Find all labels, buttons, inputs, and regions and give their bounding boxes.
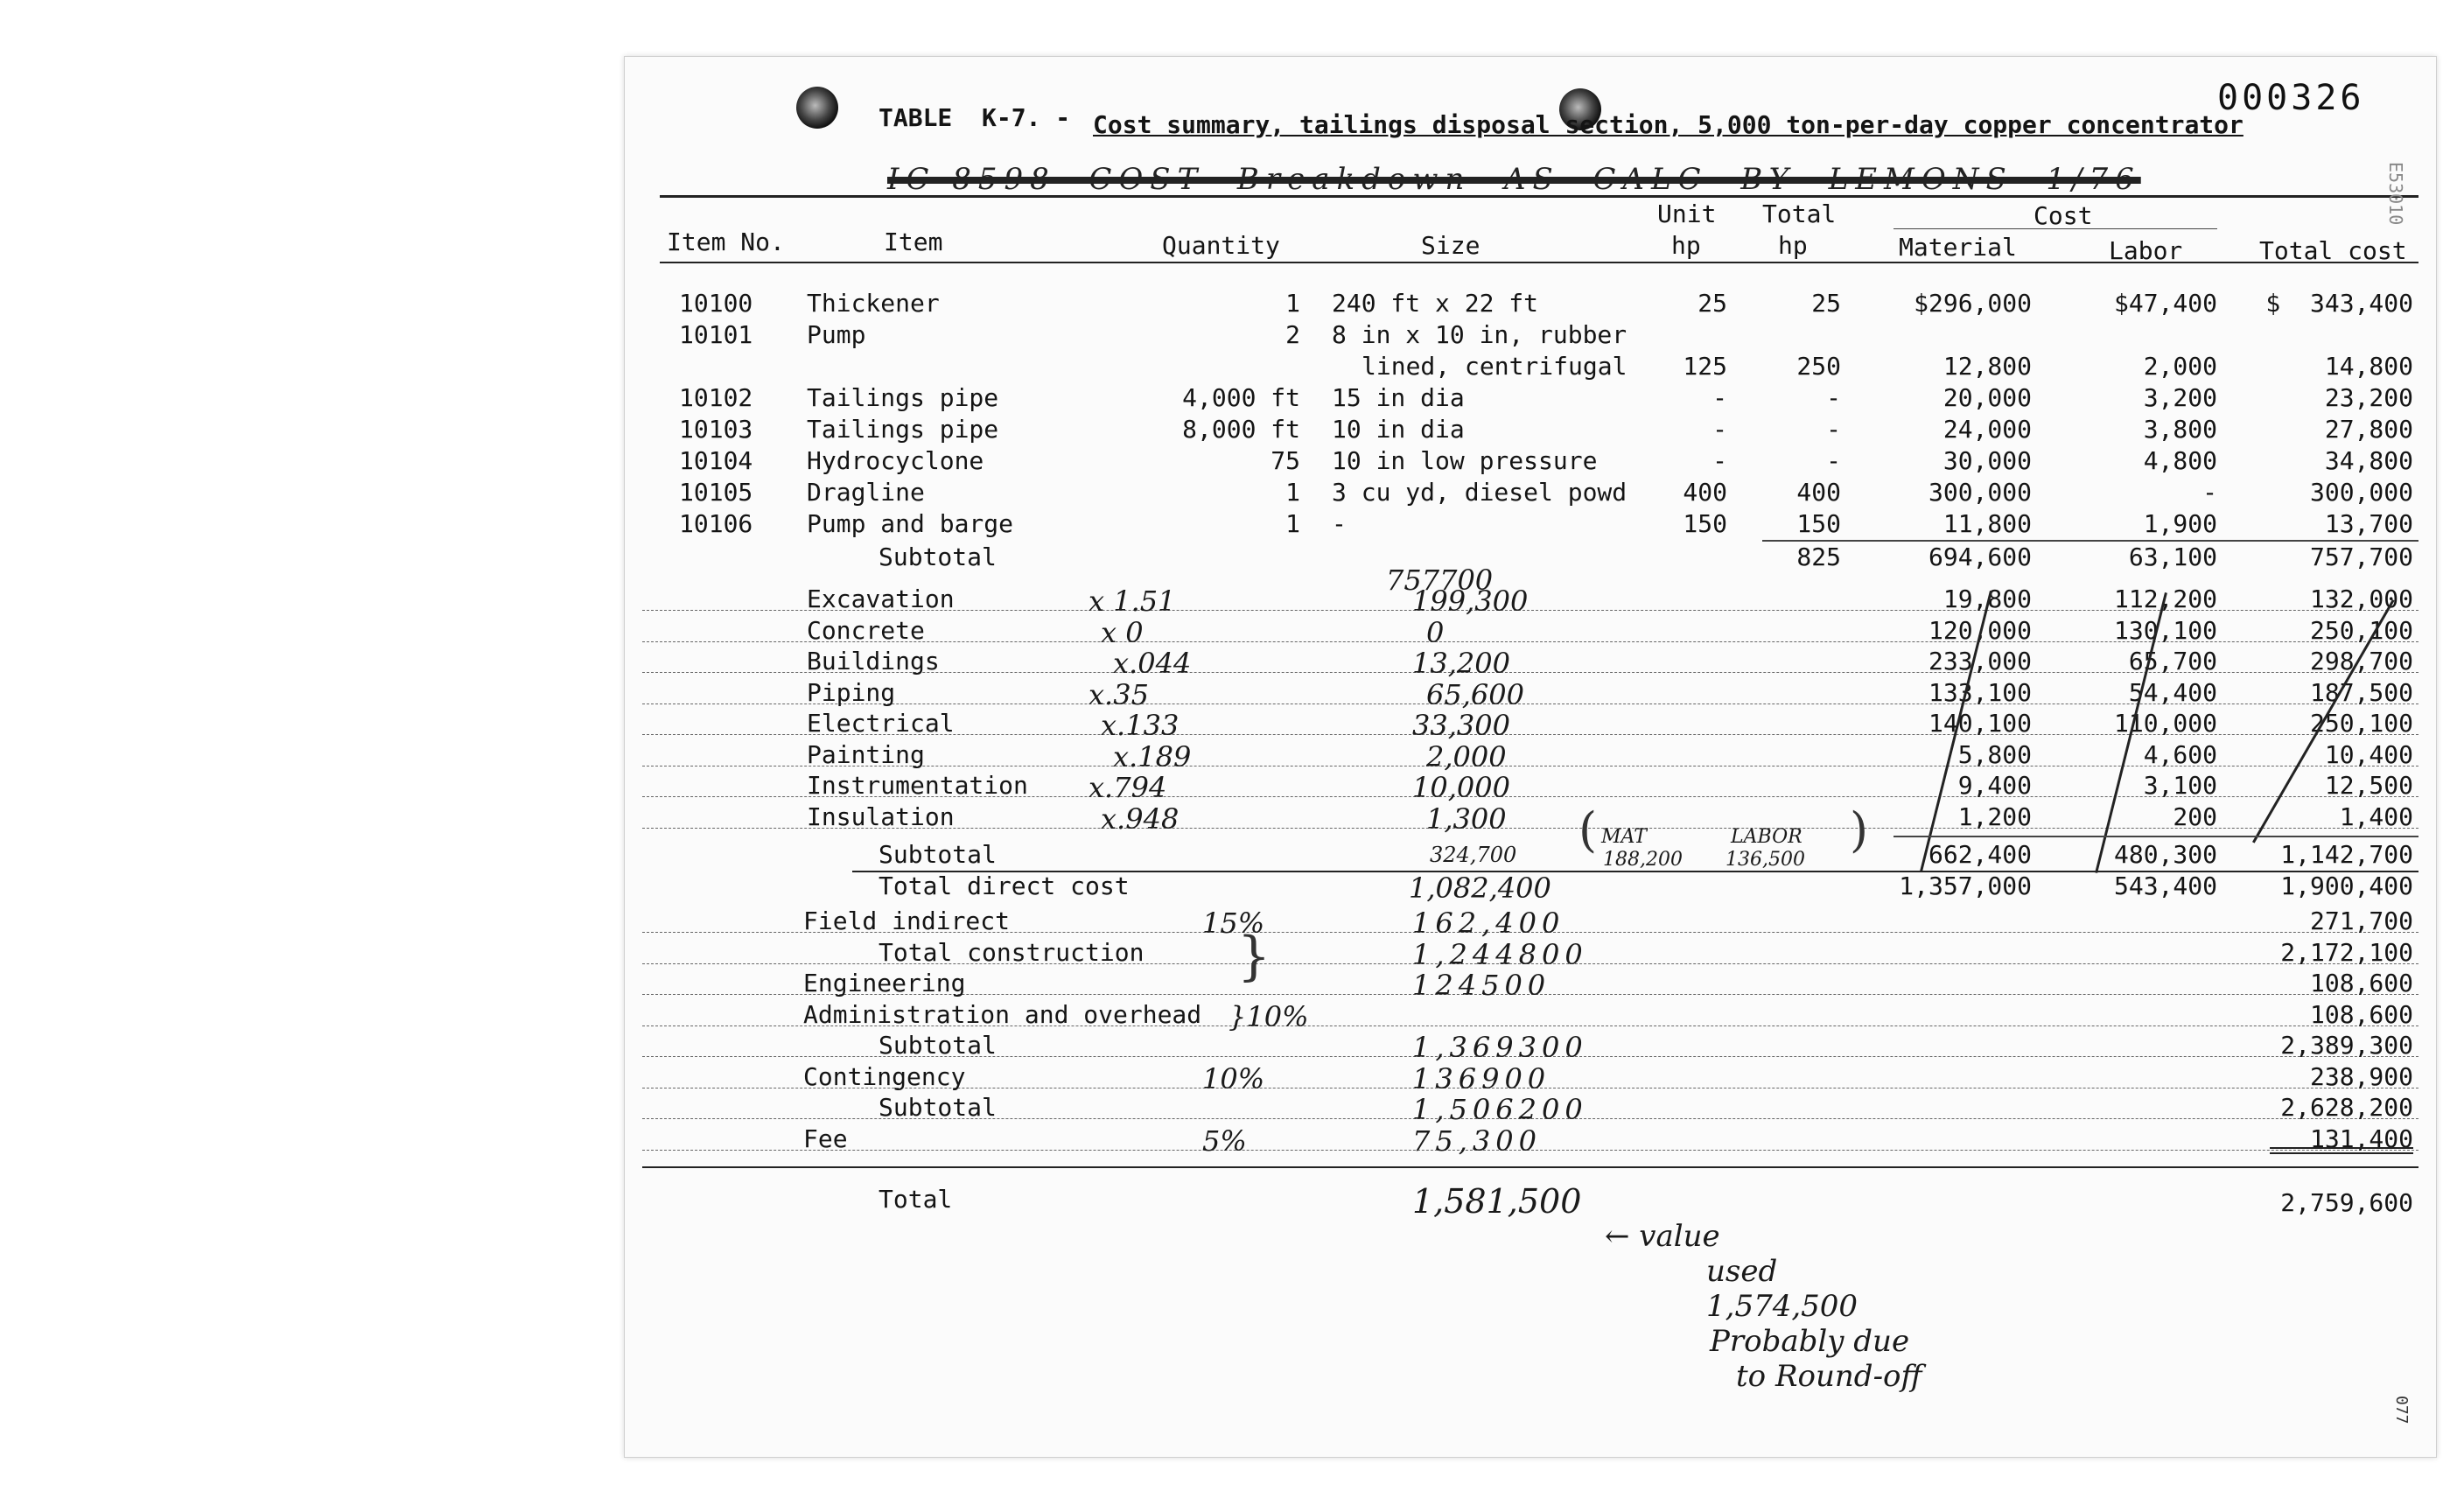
lower-row-label: Administration and overhead [803,999,1202,1029]
equipment-material-cost: 30,000 [1942,446,2032,475]
direct-row-factor: x.189 [1113,739,1192,774]
equipment-labor-cost: 2,000 [2143,352,2217,381]
direct-row-labor: 3,100 [2143,771,2217,800]
side-mark-bottom: 077 [2392,1396,2411,1424]
lower-row-percent: 5% [1202,1124,1247,1158]
equipment-unit-hp: 125 [1683,352,1727,381]
equipment-size-line2: lined, centrifugal [1362,352,1628,381]
direct-row-material: 1,200 [1957,802,2032,831]
lower-row-label: Contingency [803,1061,966,1091]
direct-row-total: 250,100 [2309,615,2413,645]
equip-subtotal-labor: 63,100 [2128,542,2217,571]
equipment-unit-hp: 25 [1698,289,1727,318]
direct-row-material: 233,000 [1928,647,2032,676]
lower-row-total: 131,400 [2309,1124,2413,1153]
direct-row-material: 19,800 [1942,584,2032,613]
hw-labor-value: 136,500 [1726,849,1805,871]
total-direct-labor: 543,400 [2113,872,2217,900]
equipment-size: - [1332,509,1347,538]
lower-row-label: Subtotal [878,1093,997,1122]
grand-total-value: 2,759,600 [2280,1188,2413,1217]
equip-subtotal-total: 757,700 [2309,542,2413,571]
lower-row-handwritten: 136900 [1412,1061,1551,1096]
side-mark-top: E53010 [2385,162,2406,226]
equipment-item-no: 10104 [679,446,753,475]
equipment-item-no: 10106 [679,509,753,538]
equipment-quantity: 1 [1285,478,1300,507]
lower-row-label: Engineering [803,969,966,998]
equipment-item-name: Hydrocyclone [807,446,984,475]
margin-note-line: to Round-off [1736,1359,1922,1394]
direct-row-handwritten: 10,000 [1412,771,1510,804]
direct-row-item: Insulation [807,802,955,831]
equipment-unit-hp: - [1712,383,1727,412]
direct-row-item: Instrumentation [807,771,1028,800]
margin-note-line: ← value [1605,1219,1720,1254]
equipment-size: 15 in dia [1332,383,1465,412]
equipment-total-cost: 34,800 [2324,446,2413,475]
header-total-hp-2: hp [1778,231,1808,260]
direct-row-labor: 65,700 [2128,647,2217,676]
punch-hole-left [796,87,838,129]
direct-row-handwritten: 2,000 [1426,739,1507,774]
equipment-item-no: 10105 [679,478,753,507]
equipment-unit-hp: 400 [1683,478,1727,507]
hw-bracket-close: ) [1850,802,1869,858]
equipment-item-name: Pump and barge [807,509,1014,538]
direct-row-handwritten: 65,600 [1426,677,1524,711]
header-material: Material [1899,233,2017,262]
margin-note-line: 1,574,500 [1706,1289,1858,1324]
equipment-total-cost: 23,200 [2324,383,2413,412]
equipment-material-cost: 20,000 [1942,383,2032,412]
equipment-item-name: Tailings pipe [807,383,999,412]
total-direct-material: 1,357,000 [1899,872,2032,900]
equipment-quantity: 8,000 ft [1182,415,1300,444]
direct-row-factor: x.948 [1101,802,1180,836]
direct-row-handwritten: 199,300 [1412,584,1529,618]
equipment-total-hp: 400 [1796,478,1841,507]
lower-row-handwritten: 1,506200 [1412,1093,1588,1126]
lower-row-label: Subtotal [878,1031,997,1060]
equipment-quantity: 4,000 ft [1182,383,1300,412]
equipment-total-cost: 13,700 [2324,509,2413,538]
equipment-size: 10 in dia [1332,415,1465,444]
equipment-item-name: Dragline [807,478,925,507]
equipment-quantity: 2 [1285,320,1300,349]
equipment-quantity: 75 [1270,446,1300,475]
equipment-material-cost: $296,000 [1914,289,2032,318]
equipment-item-no: 10101 [679,320,753,349]
header-unit-hp-2: hp [1671,231,1701,260]
equipment-total-hp: - [1826,446,1841,475]
lower-row-total: 108,600 [2309,969,2413,998]
header-unit-hp-1: Unit [1657,200,1717,228]
equipment-total-hp: 25 [1811,289,1841,318]
hw-direct-subtotal: 324,700 [1430,843,1517,867]
header-top-rule [660,195,2418,198]
equipment-item-no: 10102 [679,383,753,412]
direct-row-total: 250,100 [2309,709,2413,738]
direct-subtotal-total: 1,142,700 [2280,840,2413,869]
lower-row-handwritten: 1,369300 [1412,1031,1588,1064]
direct-row-material: 133,100 [1928,677,2032,707]
direct-row-material: 5,800 [1957,739,2032,769]
lower-row-label: Field indirect [803,906,1011,935]
hw-grand-total: 1,581,500 [1412,1182,1582,1221]
scanned-document-page [624,56,2437,1458]
equipment-size: 8 in x 10 in, rubber [1332,320,1628,349]
equipment-material-cost: 300,000 [1928,478,2032,507]
equipment-item-name: Thickener [807,289,940,318]
direct-row-labor: 54,400 [2128,677,2217,707]
equipment-material-cost: 11,800 [1942,509,2032,538]
equipment-item-name: Pump [807,320,866,349]
hw-labor-note: LABOR [1731,826,1802,848]
lower-row-total: 2,628,200 [2280,1093,2413,1122]
direct-row-factor: x.35 [1088,677,1149,711]
direct-subtotal-label: Subtotal [878,840,997,869]
equipment-quantity: 1 [1285,289,1300,318]
equipment-total-hp: 150 [1796,509,1841,538]
equipment-unit-hp: - [1712,415,1727,444]
direct-row-factor: x.044 [1113,647,1192,680]
equipment-item-no: 10103 [679,415,753,444]
hw-brace: } [1237,926,1271,987]
handwritten-source-note: IC 8598 COST Breakdown AS CALC BY LEMONS 1/76 [887,162,2141,197]
hw-757700: 757700 [1386,564,1494,597]
equipment-size: 240 ft x 22 ft [1332,289,1539,318]
direct-subtotal-material: 662,400 [1928,840,2032,869]
direct-row-item: Buildings [807,647,940,676]
lower-row-handwritten: 124500 [1412,969,1551,1002]
lower-row-percent: 15% [1202,906,1265,940]
header-bottom-rule [660,262,2418,263]
lower-row-handwritten: 75,300 [1412,1124,1542,1158]
document-id: 000326 [2217,78,2365,118]
lower-row-total: 2,389,300 [2280,1031,2413,1060]
direct-row-handwritten: 1,300 [1426,802,1507,836]
margin-note-line: used [1706,1254,1778,1289]
equipment-total-hp: 250 [1796,352,1841,381]
direct-row-factor: x.133 [1101,709,1180,742]
lower-row-percent: 10% [1202,1061,1265,1096]
direct-row-item: Piping [807,677,896,707]
direct-row-total: 10,400 [2324,739,2413,769]
hw-mat-note: MAT [1601,826,1647,848]
lower-row-total: 2,172,100 [2280,937,2413,967]
header-cost: Cost [2034,201,2093,230]
equipment-material-cost: 12,800 [1942,352,2032,381]
hw-mat-value: 188,200 [1603,849,1683,871]
equip-subtotal-rule [1762,540,2418,542]
lower-row-handwritten: 1,244800 [1412,937,1588,971]
equipment-item-name: Tailings pipe [807,415,999,444]
direct-subtotal-labor: 480,300 [2113,840,2217,869]
equip-subtotal-material: 694,600 [1928,542,2032,571]
direct-row-handwritten: 0 [1426,615,1445,649]
equipment-labor-cost: $47,400 [2113,289,2217,318]
header-item: Item [884,228,943,256]
direct-row-labor: 200 [2173,802,2217,831]
direct-row-item: Painting [807,739,925,769]
lower-row-total: 271,700 [2309,906,2413,935]
equipment-size: 3 cu yd, diesel powd [1332,478,1628,507]
equipment-size: 10 in low pressure [1332,446,1598,475]
equipment-unit-hp: - [1712,446,1727,475]
total-direct-total: 1,900,400 [2280,872,2413,900]
equip-subtotal-hp: 825 [1796,542,1841,571]
table-label: TABLE K-7. - [878,103,1071,132]
direct-row-labor: 110,000 [2113,709,2217,738]
direct-row-total: 132,000 [2309,584,2413,613]
header-item-no: Item No. [667,228,785,256]
hw-bracket-open: ( [1578,802,1598,858]
table-title: Cost summary, tailings disposal section, 5,000 ton-per-day copper concentrator [1093,110,2244,139]
direct-row-total: 187,500 [2309,677,2413,707]
direct-subtotal-rule [1894,836,2418,837]
header-total-cost: Total cost [2259,236,2407,265]
header-labor: Labor [2109,236,2183,265]
hw-total-direct: 1,082,400 [1409,872,1551,905]
direct-row-factor: x.794 [1088,771,1167,804]
lower-row-handwritten: 162,400 [1412,906,1565,940]
direct-row-labor: 130,100 [2113,615,2217,645]
fee-double-rule-2 [2270,1152,2413,1154]
direct-row-handwritten: 13,200 [1412,647,1510,680]
equipment-labor-cost: 3,200 [2143,383,2217,412]
header-size: Size [1421,231,1480,260]
equipment-total-cost: 300,000 [2309,478,2413,507]
equipment-total-cost: $ 343,400 [2265,289,2413,318]
direct-row-total: 1,400 [2339,802,2413,831]
equipment-quantity: 1 [1285,509,1300,538]
equipment-labor-cost: 1,900 [2143,509,2217,538]
grand-total-rule [642,1166,2418,1168]
direct-row-total: 12,500 [2324,771,2413,800]
direct-row-material: 120,000 [1928,615,2032,645]
equipment-total-hp: - [1826,415,1841,444]
equipment-item-no: 10100 [679,289,753,318]
equipment-material-cost: 24,000 [1942,415,2032,444]
equip-subtotal-label: Subtotal [878,542,997,571]
direct-row-material: 9,400 [1957,771,2032,800]
left-blank-margin [0,0,611,1512]
equipment-unit-hp: 150 [1683,509,1727,538]
direct-row-item: Excavation [807,584,955,613]
grand-total-label: Total [878,1185,953,1214]
total-direct-label: Total direct cost [878,872,1130,900]
direct-row-material: 140,100 [1928,709,2032,738]
lower-row-percent: }10% [1228,999,1309,1033]
direct-row-total: 298,700 [2309,647,2413,676]
lower-row-total: 238,900 [2309,1061,2413,1091]
equipment-total-hp: - [1826,383,1841,412]
direct-row-handwritten: 33,300 [1412,709,1510,742]
equipment-labor-cost: 3,800 [2143,415,2217,444]
lower-row-label: Fee [803,1124,848,1153]
direct-row-item: Electrical [807,709,955,738]
direct-row-labor: 112,200 [2113,584,2217,613]
header-quantity: Quantity [1162,231,1280,260]
fee-double-rule-1 [2270,1147,2413,1149]
direct-row-labor: 4,600 [2143,739,2217,769]
equipment-labor-cost: - [2202,478,2217,507]
lower-row-label: Total construction [878,937,1144,967]
direct-row-factor: x 1.51 [1088,584,1176,618]
equipment-total-cost: 14,800 [2324,352,2413,381]
equipment-total-cost: 27,800 [2324,415,2413,444]
margin-note-line: Probably due [1710,1324,1910,1359]
equipment-labor-cost: 4,800 [2143,446,2217,475]
header-total-hp-1: Total [1762,200,1837,228]
lower-row-total: 108,600 [2309,999,2413,1029]
direct-row-factor: x 0 [1101,615,1144,649]
direct-row-item: Concrete [807,615,925,645]
cost-header-rule [1894,228,2217,229]
